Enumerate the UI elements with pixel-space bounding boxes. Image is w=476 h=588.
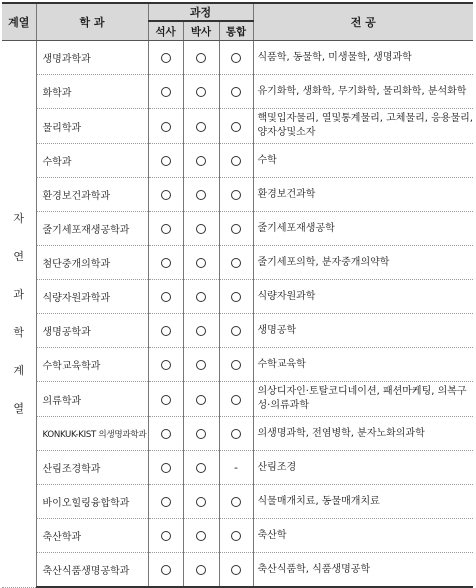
circle-mark-icon [231, 224, 241, 234]
department-name: 바이오힐링융합학과 [36, 485, 148, 519]
table-row [2, 348, 473, 382]
table-row [2, 75, 473, 109]
masters-mark [148, 553, 183, 588]
circle-mark-icon [161, 360, 171, 370]
circle-mark-icon [161, 565, 171, 575]
header-doctoral: 박사 [183, 21, 219, 41]
header-program: 과정 [148, 3, 253, 21]
doctoral-mark [183, 178, 219, 212]
table-row [2, 212, 473, 246]
circle-mark-icon [231, 156, 241, 166]
masters-mark [148, 109, 183, 144]
major-list: 식량자원과학 [253, 280, 473, 314]
integrated-mark [219, 280, 253, 314]
masters-mark [148, 246, 183, 280]
doctoral-mark [183, 519, 219, 553]
header-major: 전 공 [253, 3, 473, 41]
department-name: 수학교육학과 [36, 348, 148, 382]
circle-mark-icon [196, 87, 206, 97]
department-name: 물리학과 [36, 109, 148, 144]
integrated-mark [219, 417, 253, 451]
circle-mark-icon [161, 326, 171, 336]
major-list: 의생명과학, 전염병학, 분자노화의과학 [253, 417, 473, 451]
circle-mark-icon [196, 360, 206, 370]
major-list: 축산학 [253, 519, 473, 553]
circle-mark-icon [161, 53, 171, 63]
table-row [2, 553, 473, 588]
table-row [2, 417, 473, 451]
masters-mark [148, 178, 183, 212]
integrated-mark [219, 41, 253, 75]
table-row [2, 109, 473, 144]
circle-mark-icon [231, 122, 241, 132]
major-list: 핵및입자물리, 열및통계물리, 고체물리, 응용물리, 양자상및소자 [253, 109, 473, 144]
circle-mark-icon [161, 395, 171, 405]
department-name: 첨단중개의학과 [36, 246, 148, 280]
doctoral-mark [183, 314, 219, 348]
department-name: KONKUK-KIST 의생명과학과 [36, 417, 148, 451]
table-row [2, 382, 473, 417]
department-name: 의류학과 [36, 382, 148, 417]
circle-mark-icon [231, 497, 241, 507]
category-char: 연 [13, 249, 25, 263]
circle-mark-icon [196, 463, 206, 473]
masters-mark [148, 144, 183, 178]
department-name: 생명공학과 [36, 314, 148, 348]
department-name: 축산식품생명공학과 [36, 553, 148, 588]
masters-mark [148, 519, 183, 553]
department-name: 생명과학과 [36, 41, 148, 75]
circle-mark-icon [161, 463, 171, 473]
integrated-mark [219, 553, 253, 588]
doctoral-mark [183, 246, 219, 280]
major-list: 줄기세포의학, 분자중개의약학 [253, 246, 473, 280]
circle-mark-icon [196, 395, 206, 405]
integrated-mark [219, 178, 253, 212]
category-char: 학 [13, 325, 25, 339]
table-row [2, 485, 473, 519]
major-list: 수학 [253, 144, 473, 178]
program-table [2, 2, 473, 588]
circle-mark-icon [196, 53, 206, 63]
doctoral-mark [183, 41, 219, 75]
circle-mark-icon [231, 326, 241, 336]
masters-mark [148, 348, 183, 382]
category-char: 계 [13, 363, 25, 377]
integrated-mark [219, 75, 253, 109]
department-name: 수학과 [36, 144, 148, 178]
masters-mark [148, 212, 183, 246]
category-char: 열 [13, 401, 25, 415]
integrated-mark [219, 314, 253, 348]
circle-mark-icon [161, 258, 171, 268]
department-name: 화학과 [36, 75, 148, 109]
circle-mark-icon [231, 395, 241, 405]
circle-mark-icon [231, 360, 241, 370]
circle-mark-icon [231, 565, 241, 575]
doctoral-mark [183, 451, 219, 485]
table-row [2, 280, 473, 314]
doctoral-mark [183, 382, 219, 417]
circle-mark-icon [196, 122, 206, 132]
integrated-mark [219, 485, 253, 519]
department-name: 축산학과 [36, 519, 148, 553]
circle-mark-icon [161, 190, 171, 200]
integrated-mark [219, 348, 253, 382]
circle-mark-icon [196, 224, 206, 234]
circle-mark-icon [161, 531, 171, 541]
circle-mark-icon [231, 53, 241, 63]
table-row [2, 314, 473, 348]
circle-mark-icon [196, 156, 206, 166]
header-department: 학 과 [36, 3, 148, 41]
table-row [2, 144, 473, 178]
masters-mark [148, 451, 183, 485]
circle-mark-icon [196, 497, 206, 507]
department-name: 산림조경학과 [36, 451, 148, 485]
doctoral-mark [183, 553, 219, 588]
integrated-mark [219, 212, 253, 246]
category-char: 과 [13, 287, 25, 301]
integrated-mark [219, 144, 253, 178]
circle-mark-icon [196, 258, 206, 268]
table-row [2, 41, 473, 75]
table-row [2, 519, 473, 553]
circle-mark-icon [161, 156, 171, 166]
circle-mark-icon [161, 292, 171, 302]
major-list: 식물매개치료, 동물매개치료 [253, 485, 473, 519]
doctoral-mark [183, 109, 219, 144]
table-row [2, 246, 473, 280]
major-list: 환경보건과학 [253, 178, 473, 212]
circle-mark-icon [231, 87, 241, 97]
doctoral-mark [183, 212, 219, 246]
circle-mark-icon [196, 326, 206, 336]
category-cell [2, 41, 36, 588]
major-list: 식품학, 동물학, 미생물학, 생명과학 [253, 41, 473, 75]
major-list: 생명공학 [253, 314, 473, 348]
masters-mark [148, 280, 183, 314]
masters-mark [148, 382, 183, 417]
integrated-mark [219, 246, 253, 280]
table-row [2, 178, 473, 212]
header-integrated: 통합 [219, 21, 253, 41]
table-row [2, 451, 473, 485]
circle-mark-icon [231, 292, 241, 302]
circle-mark-icon [231, 531, 241, 541]
integrated-mark [219, 109, 253, 144]
circle-mark-icon [196, 190, 206, 200]
table-body [2, 41, 473, 588]
doctoral-mark [183, 75, 219, 109]
circle-mark-icon [161, 224, 171, 234]
circle-mark-icon [231, 429, 241, 439]
department-name: 줄기세포재생공학과 [36, 212, 148, 246]
major-list: 의상디자인·토탈코디네이션, 패션마케팅, 의복구성·의류과학 [253, 382, 473, 417]
major-list: 유기화학, 생화학, 무기화학, 물리화학, 분석화학 [253, 75, 473, 109]
masters-mark [148, 485, 183, 519]
department-name: 식량자원과학과 [36, 280, 148, 314]
integrated-mark [219, 382, 253, 417]
circle-mark-icon [196, 429, 206, 439]
circle-mark-icon [161, 497, 171, 507]
circle-mark-icon [196, 292, 206, 302]
category-char: 자 [13, 211, 25, 225]
masters-mark [148, 314, 183, 348]
circle-mark-icon [161, 87, 171, 97]
masters-mark [148, 417, 183, 451]
masters-mark [148, 75, 183, 109]
circle-mark-icon [231, 190, 241, 200]
doctoral-mark [183, 485, 219, 519]
masters-mark [148, 41, 183, 75]
circle-mark-icon [161, 429, 171, 439]
integrated-mark [219, 451, 253, 485]
integrated-mark [219, 519, 253, 553]
header-category: 계열 [2, 3, 36, 41]
dash-mark: - [234, 461, 238, 474]
doctoral-mark [183, 348, 219, 382]
circle-mark-icon [196, 565, 206, 575]
circle-mark-icon [196, 531, 206, 541]
major-list: 산림조경 [253, 451, 473, 485]
major-list: 수학교육학 [253, 348, 473, 382]
circle-mark-icon [161, 122, 171, 132]
circle-mark-icon [231, 258, 241, 268]
doctoral-mark [183, 417, 219, 451]
doctoral-mark [183, 144, 219, 178]
header-masters: 석사 [148, 21, 183, 41]
major-list: 줄기세포재생공학 [253, 212, 473, 246]
department-name: 환경보건과학과 [36, 178, 148, 212]
doctoral-mark [183, 280, 219, 314]
major-list: 축산식품학, 식품생명공학 [253, 553, 473, 588]
